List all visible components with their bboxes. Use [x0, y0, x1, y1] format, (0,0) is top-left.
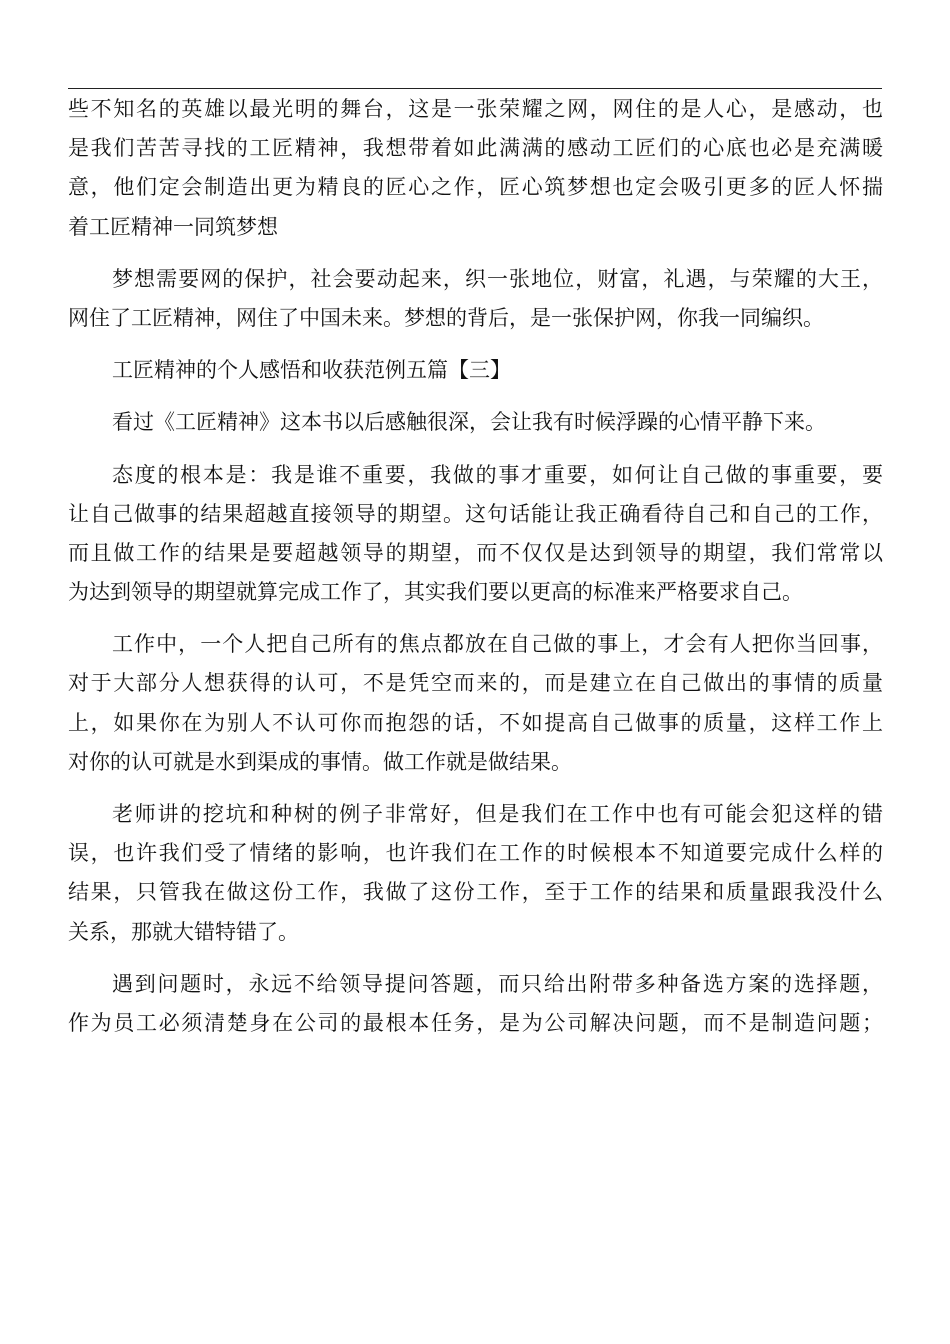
text-line: 遇到问题时，永远不给领导提问答题，而只给出附带多种备选方案的选择题， [112, 971, 883, 996]
text-line: 态度的根本是：我是谁不重要，我做的事才重要，如何让自己做的事重要，要 [112, 462, 883, 487]
text-line: 工作中，一个人把自己所有的焦点都放在自己做的事上，才会有人把你当回事， [112, 632, 883, 657]
text-line: 让自己做事的结果超越直接领导的期望。这句话能让我正确看待自己和自己的工作， [68, 501, 883, 526]
paragraph [68, 965, 883, 1043]
text-line: 网住了工匠精神，网住了中国未来。梦想的背后，是一张保护网，你我一同编织。 [68, 305, 824, 330]
text-line: 意，他们定会制造出更为精良的匠心之作，匠心筑梦想也定会吸引更多的匠人怀揣 [68, 175, 883, 200]
document-body [68, 90, 883, 1043]
text-line: 关系，那就大错特错了。 [68, 919, 299, 944]
paragraph [68, 403, 883, 442]
text-line: 而且做工作的结果是要超越领导的期望，而不仅仅是达到领导的期望，我们常常以 [68, 540, 883, 565]
paragraph [68, 260, 883, 338]
text-line: 工匠精神的个人感悟和收获范例五篇【三】 [112, 358, 511, 383]
section-heading [68, 351, 883, 390]
text-line: 看过《工匠精神》这本书以后感触很深，会让我有时候浮躁的心情平静下来。 [112, 410, 826, 435]
text-line: 着工匠精神一同筑梦想 [68, 214, 278, 239]
paragraph [68, 456, 883, 613]
header-rule [68, 88, 882, 89]
text-line: 梦想需要网的保护，社会要动起来，织一张地位，财富，礼遇，与荣耀的大王， [112, 266, 883, 291]
text-line: 结果，只管我在做这份工作，我做了这份工作，至于工作的结果和质量跟我没什么 [68, 880, 883, 905]
text-line: 些不知名的英雄以最光明的舞台，这是一张荣耀之网，网住的是人心，是感动，也 [68, 97, 883, 121]
text-line: 为达到领导的期望就算完成工作了，其实我们要以更高的标准来严格要求自己。 [68, 580, 803, 605]
text-line: 是我们苦苦寻找的工匠精神，我想带着如此满满的感动工匠们的心底也必是充满暖 [68, 136, 883, 161]
text-line: 上，如果你在为别人不认可你而抱怨的话，不如提高自己做事的质量，这样工作上 [68, 710, 883, 735]
text-line: 误，也许我们受了情绪的影响，也许我们在工作的时候根本不知道要完成什么样的 [68, 841, 883, 866]
text-line: 老师讲的挖坑和种树的例子非常好，但是我们在工作中也有可能会犯这样的错 [112, 802, 883, 826]
text-line: 作为员工必须清楚身在公司的最根本任务，是为公司解决问题，而不是制造问题； [68, 1010, 883, 1035]
paragraph [68, 625, 883, 782]
paragraph [68, 795, 883, 952]
text-line: 对于大部分人想获得的认可，不是凭空而来的，而是建立在自己做出的事情的质量 [68, 671, 883, 696]
text-line: 对你的认可就是水到渠成的事情。做工作就是做结果。 [68, 749, 572, 774]
paragraph [68, 90, 883, 247]
